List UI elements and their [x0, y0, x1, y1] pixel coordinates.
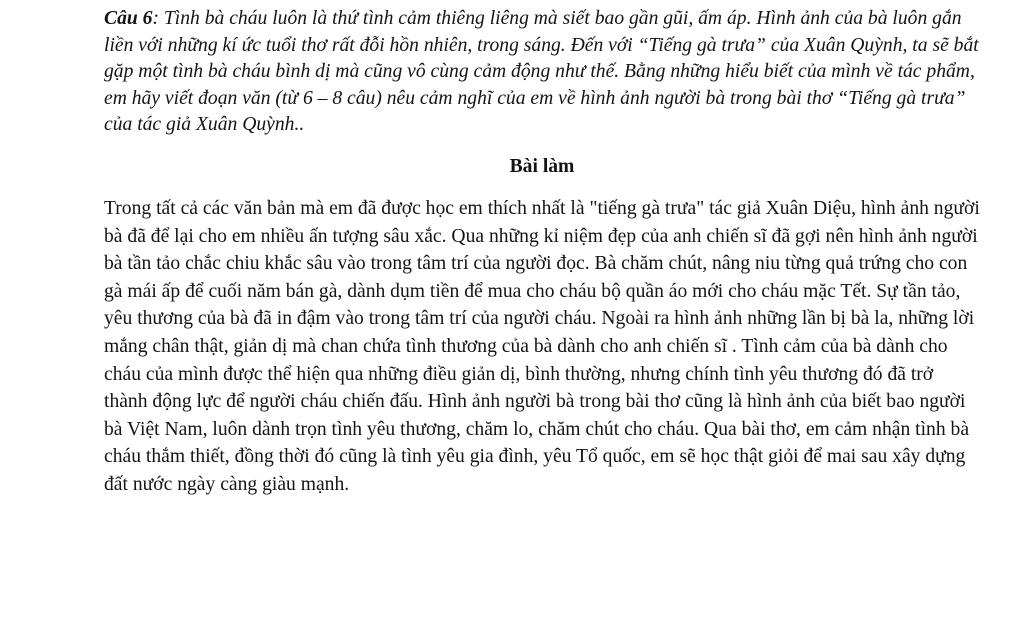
question-text: : Tình bà cháu luôn là thứ tình cảm thiêng liêng mà siết bao gần gũi, ấm áp. Hình ảnh của bà luôn gắn liền với những kí ức tuổi thơ rất đỗi hồn nhiên, trong sáng. Đến với “Tiếng gà trưa” của Xuân Quỳnh, ta sẽ bắt gặp một tình bà cháu bình dị mà cũng vô cùng cảm động như thế. Bằng những hiểu biết của mình về tác phẩm, em hãy viết đoạn văn (từ 6 – 8 câu) nêu cảm nghĩ của em về hình ảnh người bà trong bài thơ “Tiếng gà trưa” của tác giả Xuân Quỳnh..	[104, 8, 979, 136]
question-label: Câu 6	[104, 8, 153, 29]
question-paragraph	[104, 6, 980, 139]
answer-heading: Bài làm	[509, 155, 575, 177]
answer-paragraph: Trong tất cả các văn bản mà em đã được học em thích nhất là "tiếng gà trưa" tác giả Xuân Diệu, hình ảnh người bà đã để lại cho em nhiều ấn tượng sâu xắc. Qua những kỉ niệm đẹp của anh chiến sĩ đã gợi nên hình ảnh người bà tần tảo chắc chiu khắc sâu vào trong tâm trí của người đọc. Bà chăm chút, nâng niu từng quả trứng cho con gà mái ấp để cuối năm bán gà, dành dụm tiền để mua cho cháu bộ quần áo mới cho cháu mặc Tết. Sự tần tảo, yêu thương của bà đã in đậm vào trong tâm trí của người cháu. Ngoài ra hình ảnh những lần bị bà la, những lời mắng chân thật, giản dị mà chan chứa tình thương của bà dành cho anh chiến sĩ . Tình cảm của bà dành cho cháu của mình được thể hiện qua những điều giản dị, bình thường, nhưng chính tình yêu thương đó đã trở thành động lực để người cháu chiến đấu. Hình ảnh người bà trong bài thơ cũng là hình ảnh của biết bao người bà Việt Nam, luôn dành trọn tình yêu thương, chăm lo, chăm chút cho cháu. Qua bài thơ, em cảm nhận tình bà cháu thắm thiết, đồng thời đó cũng là tình yêu gia đình, yêu Tổ quốc, em sẽ học thật giỏi để mai sau xây dựng đất nước ngày càng giàu mạnh.	[104, 197, 980, 495]
